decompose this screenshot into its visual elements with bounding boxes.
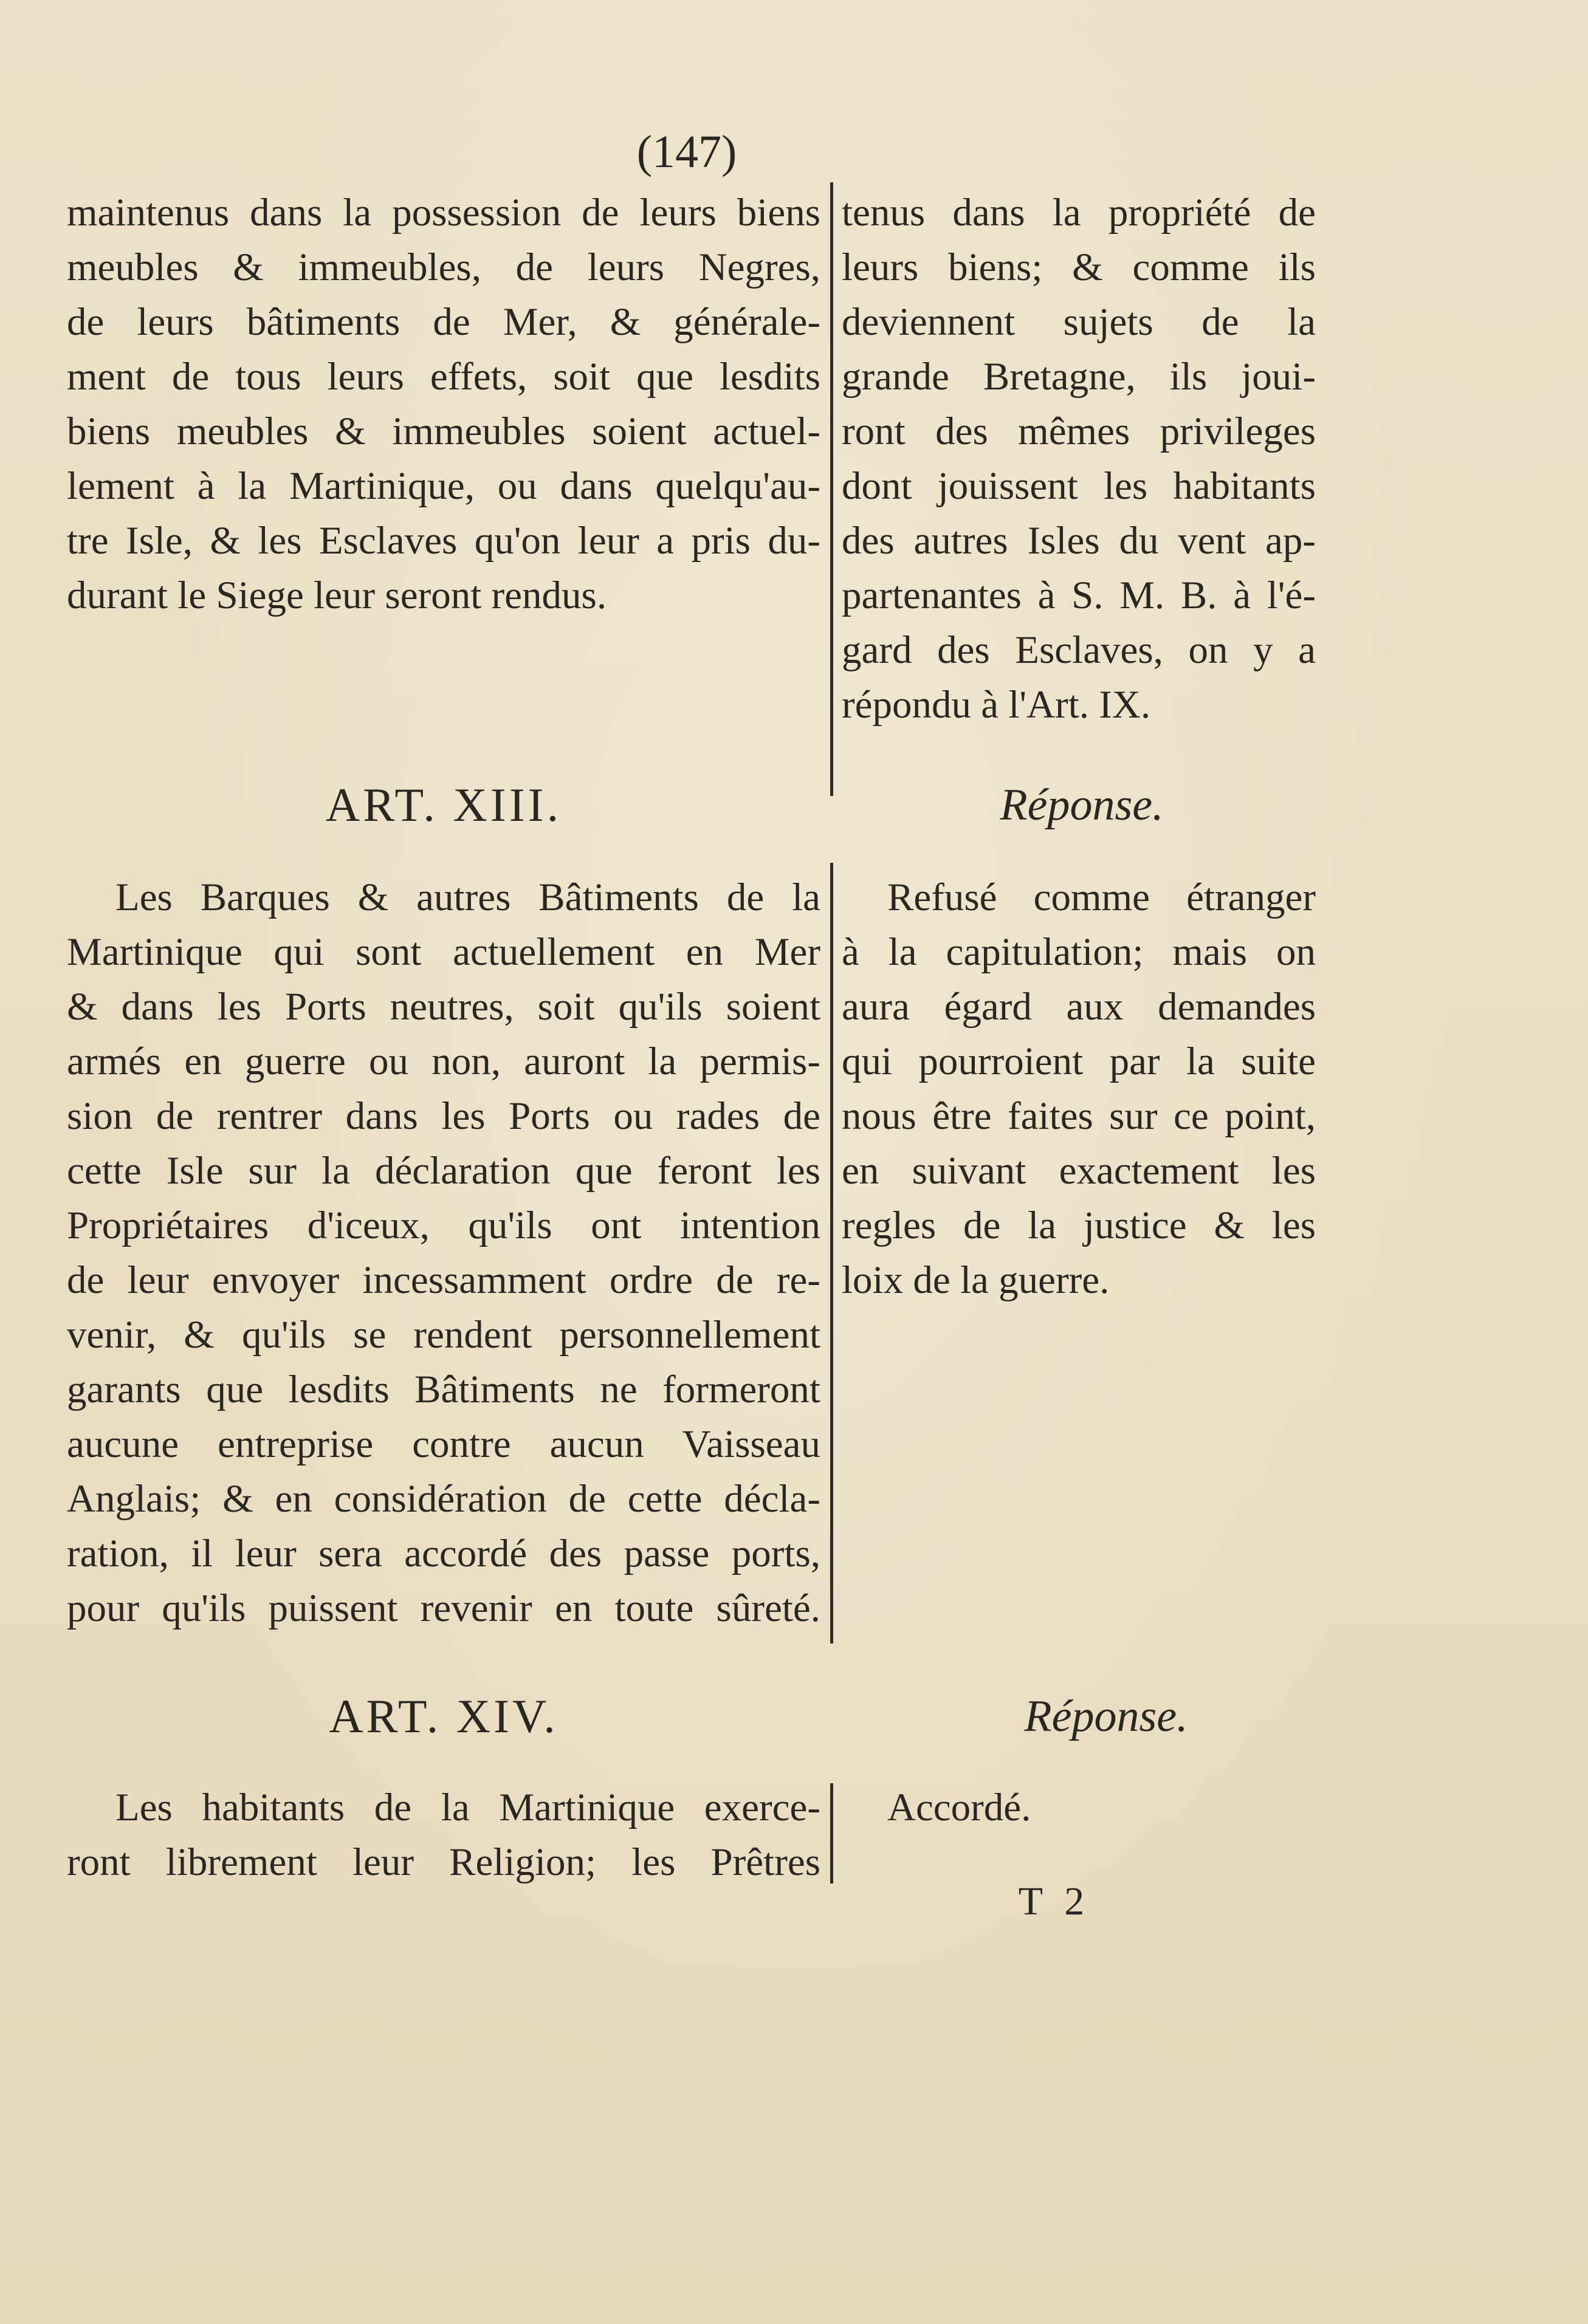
text-line: à la capitulation; mais on [842, 930, 1316, 974]
reponse-1-text [842, 870, 1316, 1308]
article-13-heading: ART. XIII. [325, 778, 562, 831]
column-divider-top [830, 182, 833, 796]
text-line: qui pourroient par la suite [842, 1040, 1316, 1083]
signature-mark: T 2 [1018, 1879, 1091, 1924]
text-line: regles de la justice & les [842, 1204, 1316, 1247]
text-line: de leur envoyer incessamment ordre de re- [67, 1258, 820, 1302]
text-line: aucune entreprise contre aucun Vaisseau [67, 1422, 820, 1466]
text-line: ment de tous leurs effets, soit que lesdits [67, 355, 820, 399]
page-number: (147) [636, 126, 737, 177]
text-line: Les Barques & autres Bâtiments de la [115, 876, 820, 919]
text-line: ration, il leur sera accordé des passe ports, [67, 1532, 820, 1575]
text-line: Les habitants de la Martinique exerce- [115, 1786, 820, 1829]
text-line: durant le Siege leur seront rendus. [67, 574, 607, 617]
text-line: deviennent sujets de la [842, 300, 1316, 344]
text-line: sion de rentrer dans les Ports ou rades de [67, 1094, 820, 1138]
text-line: lement à la Martinique, ou dans quelqu'au- [67, 464, 820, 508]
article-14-text [67, 1780, 820, 1890]
text-line: dont jouissent les habitants [842, 464, 1316, 508]
text-line: biens meubles & immeubles soient actuel- [67, 410, 820, 453]
reponse-2-text [842, 1780, 1316, 1835]
text-line: meubles & immeubles, de leurs Negres, [67, 245, 820, 289]
text-line: maintenus dans la possession de leurs biens [67, 191, 820, 235]
right-intro-paragraph [842, 185, 1316, 732]
text-line: de leurs bâtiments de Mer, & générale- [67, 300, 820, 344]
article-14-heading: ART. XIV. [329, 1690, 559, 1743]
text-line: ront des mêmes privileges [842, 410, 1316, 453]
text-line: garants que lesdits Bâtiments ne formeront [67, 1368, 820, 1411]
text-line: grande Bretagne, ils joui- [842, 355, 1316, 399]
left-intro-paragraph [67, 185, 820, 623]
text-line: des autres Isles du vent ap- [842, 519, 1316, 563]
text-line: Anglais; & en considération de cette décla- [67, 1477, 820, 1521]
reponse-heading: Réponse. [1024, 1692, 1188, 1741]
text-line: tre Isle, & les Esclaves qu'on leur a pris du- [67, 519, 820, 563]
column-divider-bottom [830, 1783, 833, 1884]
text-line: loix de la guerre. [842, 1258, 1110, 1302]
text-line: venir, & qu'ils se rendent personnellement [67, 1313, 820, 1357]
text-line: ront librement leur Religion; les Prêtres [67, 1840, 820, 1884]
reponse-heading: Réponse. [1000, 780, 1164, 830]
text-line: armés en guerre ou non, auront la permis- [67, 1040, 820, 1083]
column-divider-middle [830, 863, 833, 1644]
text-line: répondu à l'Art. IX. [842, 683, 1151, 727]
text-line: & dans les Ports neutres, soit qu'ils soient [67, 985, 820, 1029]
text-line: Accordé. [887, 1786, 1031, 1829]
text-line: Propriétaires d'iceux, qu'ils ont intention [67, 1204, 820, 1247]
text-line: en suivant exactement les [842, 1149, 1316, 1193]
text-line: aura égard aux demandes [842, 985, 1316, 1029]
text-line: Martinique qui sont actuellement en Mer [67, 930, 820, 974]
text-line: nous être faites sur ce point, [842, 1094, 1316, 1138]
text-line: cette Isle sur la déclaration que feront les [67, 1149, 820, 1193]
text-line: leurs biens; & comme ils [842, 245, 1316, 289]
text-line: partenantes à S. M. B. à l'é- [842, 574, 1316, 617]
text-line: tenus dans la propriété de [842, 191, 1316, 235]
article-13-text [67, 870, 820, 1636]
text-line: Refusé comme étranger [887, 876, 1316, 919]
text-line: gard des Esclaves, on y a [842, 628, 1316, 672]
text-line: pour qu'ils puissent revenir en toute sûreté. [67, 1586, 820, 1630]
